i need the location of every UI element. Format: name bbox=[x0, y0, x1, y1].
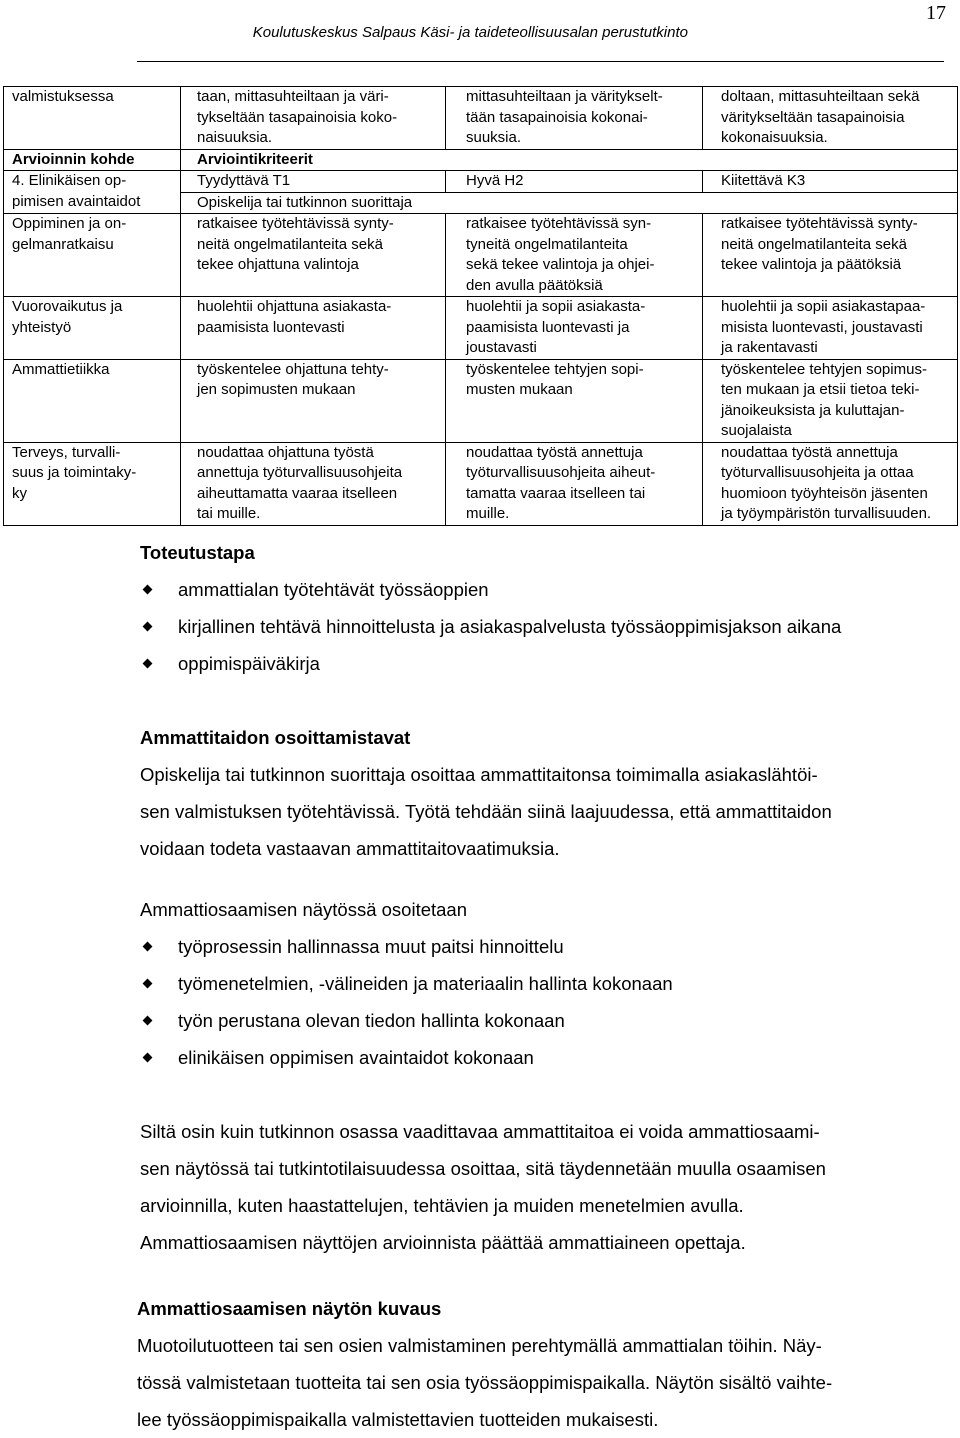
list-item bbox=[140, 608, 940, 645]
section-label-cell bbox=[4, 171, 181, 214]
list-item bbox=[140, 965, 940, 1002]
cell-line: Oppiminen ja on- bbox=[12, 215, 127, 232]
cell-line: misista luontevasti, joustavasti bbox=[721, 318, 923, 336]
cell-line: tekee valintoja ja päätöksiä bbox=[721, 256, 902, 273]
cell-top-c3 bbox=[703, 87, 958, 150]
cell-line: tamatta vaaraa itselleen tai bbox=[466, 484, 646, 502]
cell-line: työturvallisuusohjeita ja ottaa bbox=[721, 464, 914, 481]
cell-line: työskentelee tehtyjen sopi- bbox=[466, 360, 644, 378]
list-item-text: työmenetelmien, -välineiden ja materiaalin hallinta kokonaan bbox=[178, 973, 673, 994]
level-t1: Tyydyttävä T1 bbox=[181, 171, 446, 193]
criterion-h2 bbox=[446, 442, 703, 525]
cell-line: paamisista luontevasti ja bbox=[466, 318, 630, 336]
paragraph-line: tössä valmistetaan tuotteita tai sen osia työssäoppimispaikalla. Näytön sisältö vaihte- bbox=[137, 1372, 833, 1393]
paragraph-line: sen näytössä tai tutkintotilaisuudessa osoittaa, sitä täydennetään muulla osaamisen bbox=[140, 1158, 826, 1179]
cell-line: sekä tekee valintoja ja ohjei- bbox=[466, 256, 655, 273]
cell-line: työturvallisuusohjeita aiheut- bbox=[466, 464, 656, 481]
osoittamistavat-section bbox=[140, 719, 940, 867]
cell-line: ratkaisee työtehtävissä syn- bbox=[466, 215, 652, 232]
cell-line: naisuuksia. bbox=[197, 129, 273, 146]
cell-line: Ammattietiikka bbox=[12, 360, 110, 378]
cell-line: Vuorovaikutus ja bbox=[12, 298, 123, 315]
paragraph-line: sen valmistuksen työtehtävissä. Työtä tehdään siinä laajuudessa, että ammattitaidon bbox=[140, 801, 832, 822]
bullet-icon bbox=[143, 979, 153, 989]
criterion-k3 bbox=[703, 297, 958, 360]
criterion-k3 bbox=[703, 442, 958, 525]
level-k3: Kiitettävä K3 bbox=[703, 171, 958, 193]
cell-line: ten mukaan ja etsii tietoa teki- bbox=[721, 381, 920, 398]
paragraph-line: Muotoilutuotteen tai sen osien valmistaminen perehtymällä ammattialan töihin. Näy- bbox=[137, 1335, 822, 1356]
bullet-icon bbox=[143, 659, 153, 669]
arvioinnin-kohde-header: Arvioinnin kohde bbox=[4, 149, 181, 171]
naytto-section bbox=[140, 891, 940, 1076]
cell-line: tykseltään tasapainoisia koko- bbox=[197, 108, 398, 126]
paragraph-line: voidaan todeta vastaavan ammattitaitovaatimuksia. bbox=[140, 838, 560, 859]
osoittamistavat-heading: Ammattitaidon osoittamistavat bbox=[140, 727, 411, 748]
cell-line: annettuja työturvallisuusohjeita bbox=[197, 464, 403, 481]
cell-line: ja työympäristön turvallisuuden. bbox=[721, 505, 932, 522]
cell-line: den avulla päätöksiä bbox=[466, 276, 603, 294]
cell-top-c2 bbox=[446, 87, 703, 150]
list-item-text: oppimispäiväkirja bbox=[178, 653, 320, 674]
toteutustapa-heading: Toteutustapa bbox=[140, 542, 255, 563]
cell-top-c0 bbox=[4, 87, 181, 150]
criterion-k3 bbox=[703, 214, 958, 297]
list-item bbox=[140, 928, 940, 965]
bullet-icon bbox=[143, 622, 153, 632]
cell-line: musten mukaan bbox=[466, 381, 573, 398]
cell-line: työskentelee ohjattuna tehty- bbox=[197, 360, 389, 378]
paragraph-line: Ammattiosaamisen näyttöjen arvioinnista päättää ammattiaineen opettaja. bbox=[140, 1232, 746, 1253]
bullet-icon bbox=[143, 585, 153, 595]
cell-line: ky bbox=[12, 484, 27, 502]
cell-line: tekee ohjattuna valintoja bbox=[197, 256, 359, 273]
list-item bbox=[140, 571, 940, 608]
cell-line: doltaan, mittasuhteiltaan sekä bbox=[721, 88, 920, 105]
cell-line: suuksia. bbox=[466, 129, 522, 146]
section-label-line: pimisen avaintaidot bbox=[12, 192, 141, 210]
opiskelija-cell: Opiskelija tai tutkinnon suorittaja bbox=[181, 192, 958, 214]
cell-line: huolehtii ohjattuna asiakasta- bbox=[197, 298, 392, 315]
bullet-icon bbox=[143, 942, 153, 952]
cell-line: muille. bbox=[466, 505, 510, 522]
arviointikriteerit-header: Arviointikriteerit bbox=[181, 149, 958, 171]
kuvaus-section bbox=[137, 1290, 937, 1438]
cell-line: noudattaa työstä annettuja bbox=[466, 443, 643, 461]
list-item bbox=[140, 1002, 940, 1039]
cell-line: ratkaisee työtehtävissä synty- bbox=[721, 215, 918, 232]
bullet-icon bbox=[143, 1053, 153, 1063]
cell-line: huolehtii ja sopii asiakasta- bbox=[466, 298, 646, 315]
list-item-text: elinikäisen oppimisen avaintaidot kokonaan bbox=[178, 1047, 534, 1068]
cell-line: suojalaista bbox=[721, 422, 792, 439]
table-row bbox=[4, 359, 958, 442]
criterion-label bbox=[4, 442, 181, 525]
cell-line: tään tasapainoisia kokonai- bbox=[466, 108, 648, 126]
list-item-text: kirjallinen tehtävä hinnoittelusta ja asiakaspalvelusta työssäoppimisjakson aikana bbox=[178, 616, 842, 637]
cell-line: huolehtii ja sopii asiakastapaa- bbox=[721, 298, 926, 315]
cell-line: jänoikeuksista ja kuluttajan- bbox=[721, 401, 905, 419]
cell-line: suus ja toimintaky- bbox=[12, 464, 137, 481]
paragraph-line: arvioinnilla, kuten haastattelujen, tehtävien ja muiden menetelmien avulla. bbox=[140, 1195, 744, 1216]
level-h2: Hyvä H2 bbox=[446, 171, 703, 193]
cell-line: noudattaa työstä annettuja bbox=[721, 443, 898, 461]
paragraph-line: lee työssäoppimispaikalla valmistettavien tuotteiden mukaisesti. bbox=[137, 1409, 659, 1430]
cell-line: huomioon työyhteisön jäsenten bbox=[721, 484, 928, 502]
cell-line: paamisista luontevasti bbox=[197, 318, 345, 336]
cell-line: joustavasti bbox=[466, 339, 537, 356]
toteutustapa-section bbox=[140, 534, 940, 682]
cell-line: tai muille. bbox=[197, 505, 261, 522]
table-row bbox=[4, 442, 958, 525]
naytto-intro: Ammattiosaamisen näytössä osoitetaan bbox=[140, 899, 468, 920]
criterion-label bbox=[4, 297, 181, 360]
cell-line: aiheuttamatta vaaraa itselleen bbox=[197, 484, 398, 502]
cell-line: valmistuksessa bbox=[12, 88, 114, 105]
paragraph-line: Siltä osin kuin tutkinnon osassa vaadittavaa ammattitaitoa ei voida ammattiosaami- bbox=[140, 1121, 820, 1142]
table-header-row bbox=[4, 149, 958, 171]
cell-top-c1 bbox=[181, 87, 446, 150]
criterion-h2 bbox=[446, 297, 703, 360]
cell-line: neitä ongelmatilanteita sekä bbox=[721, 235, 907, 253]
header-institution: Koulutuskeskus Salpaus Käsi- ja taideteollisuusalan perustutkinto bbox=[252, 24, 688, 41]
list-item-text: työn perustana olevan tiedon hallinta kokonaan bbox=[178, 1010, 565, 1031]
criteria-table bbox=[3, 86, 958, 526]
cell-line: Terveys, turvalli- bbox=[12, 443, 121, 461]
cell-line: neitä ongelmatilanteita sekä bbox=[197, 235, 383, 253]
table-row bbox=[4, 214, 958, 297]
table-row-top bbox=[4, 87, 958, 150]
cell-line: taan, mittasuhteiltaan ja väri- bbox=[197, 88, 389, 105]
cell-line: työskentelee tehtyjen sopimus- bbox=[721, 360, 927, 378]
cell-line: noudattaa ohjattuna työstä bbox=[197, 443, 374, 461]
list-item bbox=[140, 1039, 940, 1076]
page-number: 17 bbox=[926, 2, 946, 24]
criterion-t1 bbox=[181, 214, 446, 297]
criterion-t1 bbox=[181, 442, 446, 525]
criterion-h2 bbox=[446, 359, 703, 442]
cell-line: mittasuhteiltaan ja väritykselt- bbox=[466, 88, 663, 105]
list-item-text: ammattialan työtehtävät työssäoppien bbox=[178, 579, 489, 600]
kuvaus-heading: Ammattiosaamisen näytön kuvaus bbox=[137, 1298, 442, 1319]
cell-line: ja rakentavasti bbox=[721, 339, 818, 356]
criterion-h2 bbox=[446, 214, 703, 297]
table-level-row bbox=[4, 171, 958, 193]
criterion-t1 bbox=[181, 297, 446, 360]
cell-line: gelmanratkaisu bbox=[12, 235, 114, 253]
criterion-label bbox=[4, 359, 181, 442]
criterion-k3 bbox=[703, 359, 958, 442]
list-item-text: työprosessin hallinnassa muut paitsi hinnoittelu bbox=[178, 936, 564, 957]
cell-line: jen sopimusten mukaan bbox=[197, 381, 356, 398]
header-rule bbox=[137, 61, 944, 62]
criterion-t1 bbox=[181, 359, 446, 442]
bullet-icon bbox=[143, 1016, 153, 1026]
cell-line: yhteistyö bbox=[12, 318, 72, 336]
criterion-label bbox=[4, 214, 181, 297]
cell-line: tyneitä ongelmatilanteita bbox=[466, 235, 628, 253]
lisatiedot-section bbox=[140, 1113, 940, 1261]
cell-line: ratkaisee työtehtävissä synty- bbox=[197, 215, 394, 232]
section-label-line: 4. Elinikäisen op- bbox=[12, 172, 127, 189]
list-item bbox=[140, 645, 940, 682]
cell-line: kokonaisuuksia. bbox=[721, 129, 828, 146]
table-row bbox=[4, 297, 958, 360]
paragraph-line: Opiskelija tai tutkinnon suorittaja osoittaa ammattitaitonsa toimimalla asiakaslähtöi- bbox=[140, 764, 818, 785]
cell-line: väritykseltään tasapainoisia bbox=[721, 108, 905, 126]
